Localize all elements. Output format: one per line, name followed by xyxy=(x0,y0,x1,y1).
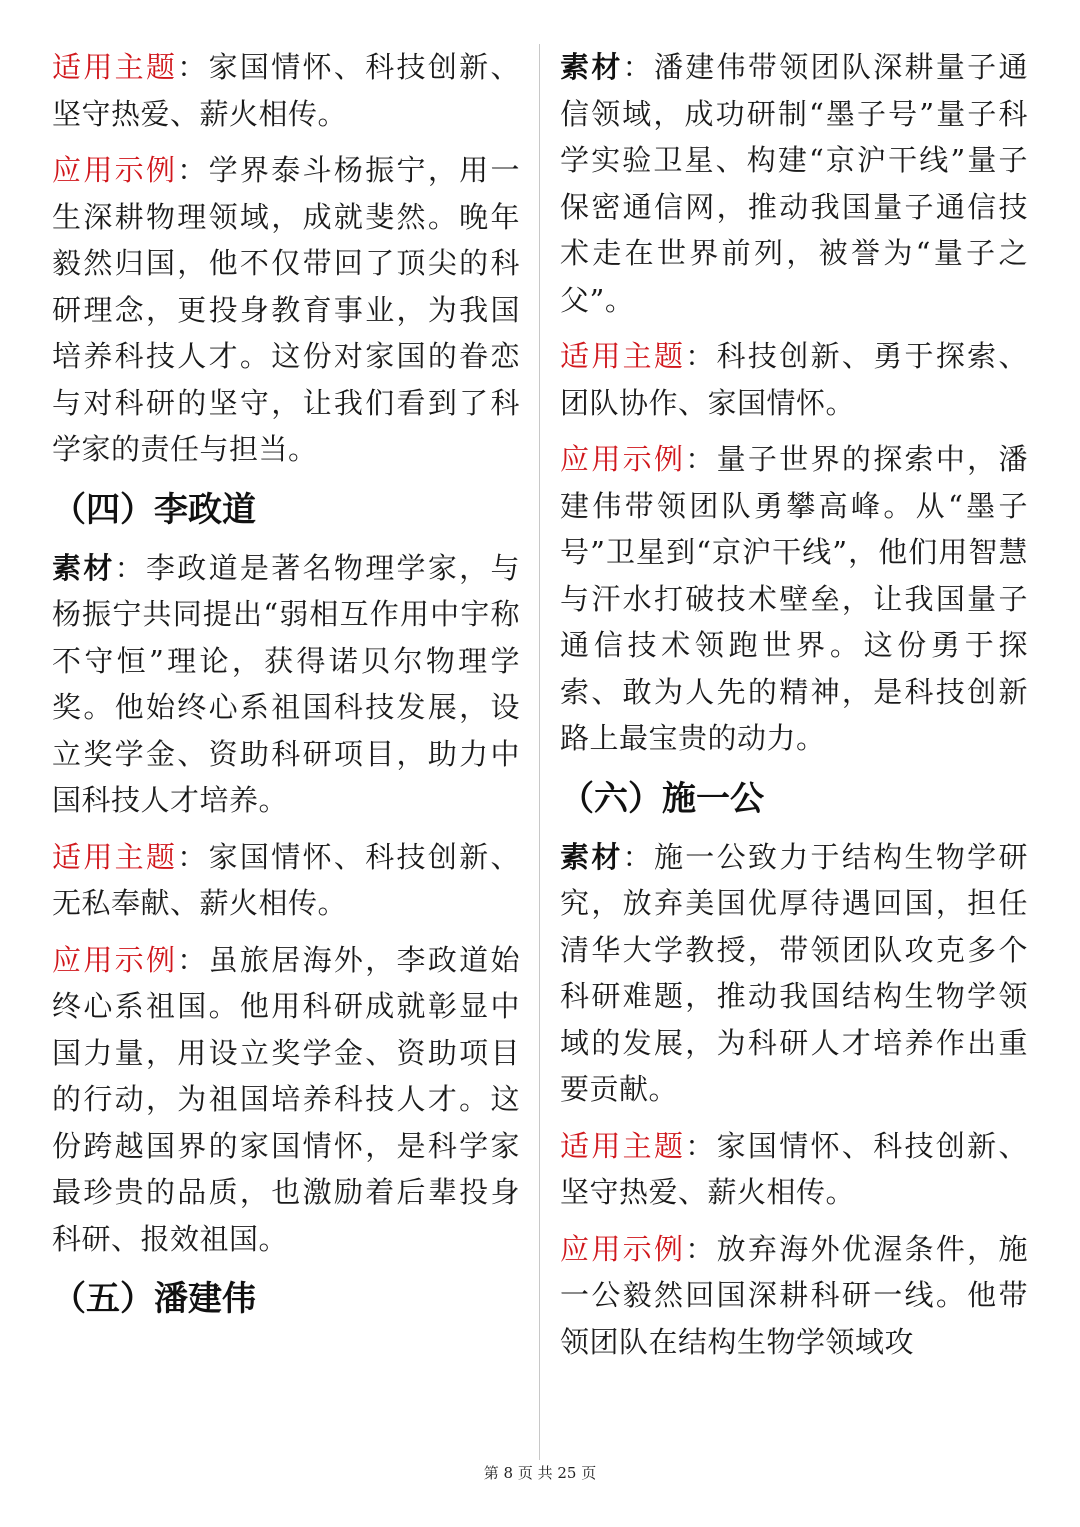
example-text: 虽旅居海外，李政道始终心系祖国。他用科研成就彰显中国力量，用设立奖学金、资助项目的行动，为祖国培养科技人才。这份跨越国界的家国情怀，是科学家最珍贵的品质，也激励着后辈投身科研、报效祖国。 xyxy=(52,942,520,1256)
theme-text: 家国情怀、科技创新、坚守热爱、薪火相传。 xyxy=(560,1128,1028,1209)
example-text: 放弃海外优渥条件，施一公毅然回国深耕科研一线。他带领团队在结构生物学领域攻 xyxy=(560,1231,1028,1359)
material-text: 施一公致力于结构生物学研究，放弃美国优厚待遇回国，担任清华大学教授，带领团队攻克多个科研难题，推动我国结构生物学领域的发展，为科研人才培养作出重要贡献。 xyxy=(560,839,1028,1106)
paragraph-material xyxy=(560,834,1028,1113)
paragraph-theme xyxy=(560,333,1028,426)
paragraph-example xyxy=(52,147,520,473)
paragraph-example xyxy=(560,436,1028,762)
theme-text: 家国情怀、科技创新、坚守热爱、薪火相传。 xyxy=(52,50,520,131)
paragraph-material xyxy=(560,44,1028,323)
material-text: 李政道是著名物理学家，与杨振宁共同提出“弱相互作用中宇称不守恒”理论，获得诺贝尔物理学奖。他始终心系祖国科技发展，设立奖学金、资助科研项目，助力中国科技人才培养。 xyxy=(52,550,520,817)
section-heading-shi-yigong: （六）施一公 xyxy=(560,778,764,819)
section-heading-li-zhengdao: （四）李政道 xyxy=(52,489,256,530)
theme-label: 适用主题 xyxy=(52,50,178,84)
label-colon: ： xyxy=(622,50,654,84)
example-label: 应用示例 xyxy=(560,442,686,476)
label-colon: ： xyxy=(685,1231,717,1266)
theme-label: 适用主题 xyxy=(560,339,686,373)
example-label: 应用示例 xyxy=(560,1231,686,1266)
theme-label: 适用主题 xyxy=(52,839,178,874)
label-colon: ： xyxy=(685,339,717,373)
label-colon: ： xyxy=(177,50,209,84)
paragraph-example xyxy=(560,1226,1028,1366)
example-text: 学界泰斗杨振宁，用一生深耕物理领域，成就斐然。晚年毅然归国，他不仅带回了顶尖的科研理念，更投身教育事业，为我国培养科技人才。这份对家国的眷恋与对科研的坚守，让我们看到了科学家的责任与担当。 xyxy=(52,153,520,466)
material-text: 潘建伟带领团队深耕量子通信领域，成功研制“墨子号”量子科学实验卫星、构建“京沪干线”量子保密通信网，推动我国量子通信技术走在世界前列，被誉为“量子之父”。 xyxy=(560,50,1028,317)
paragraph-example xyxy=(52,937,520,1263)
paragraph-theme xyxy=(52,834,520,927)
label-colon: ： xyxy=(177,942,209,977)
example-label: 应用示例 xyxy=(52,153,178,187)
page-number-footer: 第 8 页 共 25 页 xyxy=(483,1464,597,1482)
material-label: 素材 xyxy=(560,50,623,84)
label-colon: ： xyxy=(177,153,209,187)
column-divider xyxy=(539,44,540,1460)
theme-text: 家国情怀、科技创新、无私奉献、薪火相传。 xyxy=(52,839,520,920)
label-colon: ： xyxy=(685,442,717,476)
paragraph-theme xyxy=(560,1123,1028,1216)
label-colon: ： xyxy=(114,550,146,585)
left-column xyxy=(52,44,520,1334)
theme-text: 科技创新、勇于探索、团队协作、家国情怀。 xyxy=(560,339,1028,420)
material-label: 素材 xyxy=(560,839,623,874)
right-column xyxy=(560,44,1028,1375)
material-label: 素材 xyxy=(52,550,115,585)
label-colon: ： xyxy=(177,839,209,874)
paragraph-material xyxy=(52,545,520,824)
section-heading-pan-jianwei: （五）潘建伟 xyxy=(52,1279,256,1319)
example-label: 应用示例 xyxy=(52,942,178,977)
label-colon: ： xyxy=(685,1128,717,1163)
example-text: 量子世界的探索中，潘建伟带领团队勇攀高峰。从“墨子号”卫星到“京沪干线”，他们用智慧与汗水打破技术壁垒，让我国量子通信技术领跑世界。这份勇于探索、敢为人先的精神，是科技创新路上最宝贵的动力。 xyxy=(560,442,1028,755)
label-colon: ： xyxy=(622,839,654,874)
theme-label: 适用主题 xyxy=(560,1128,686,1163)
paragraph-theme xyxy=(52,44,520,137)
